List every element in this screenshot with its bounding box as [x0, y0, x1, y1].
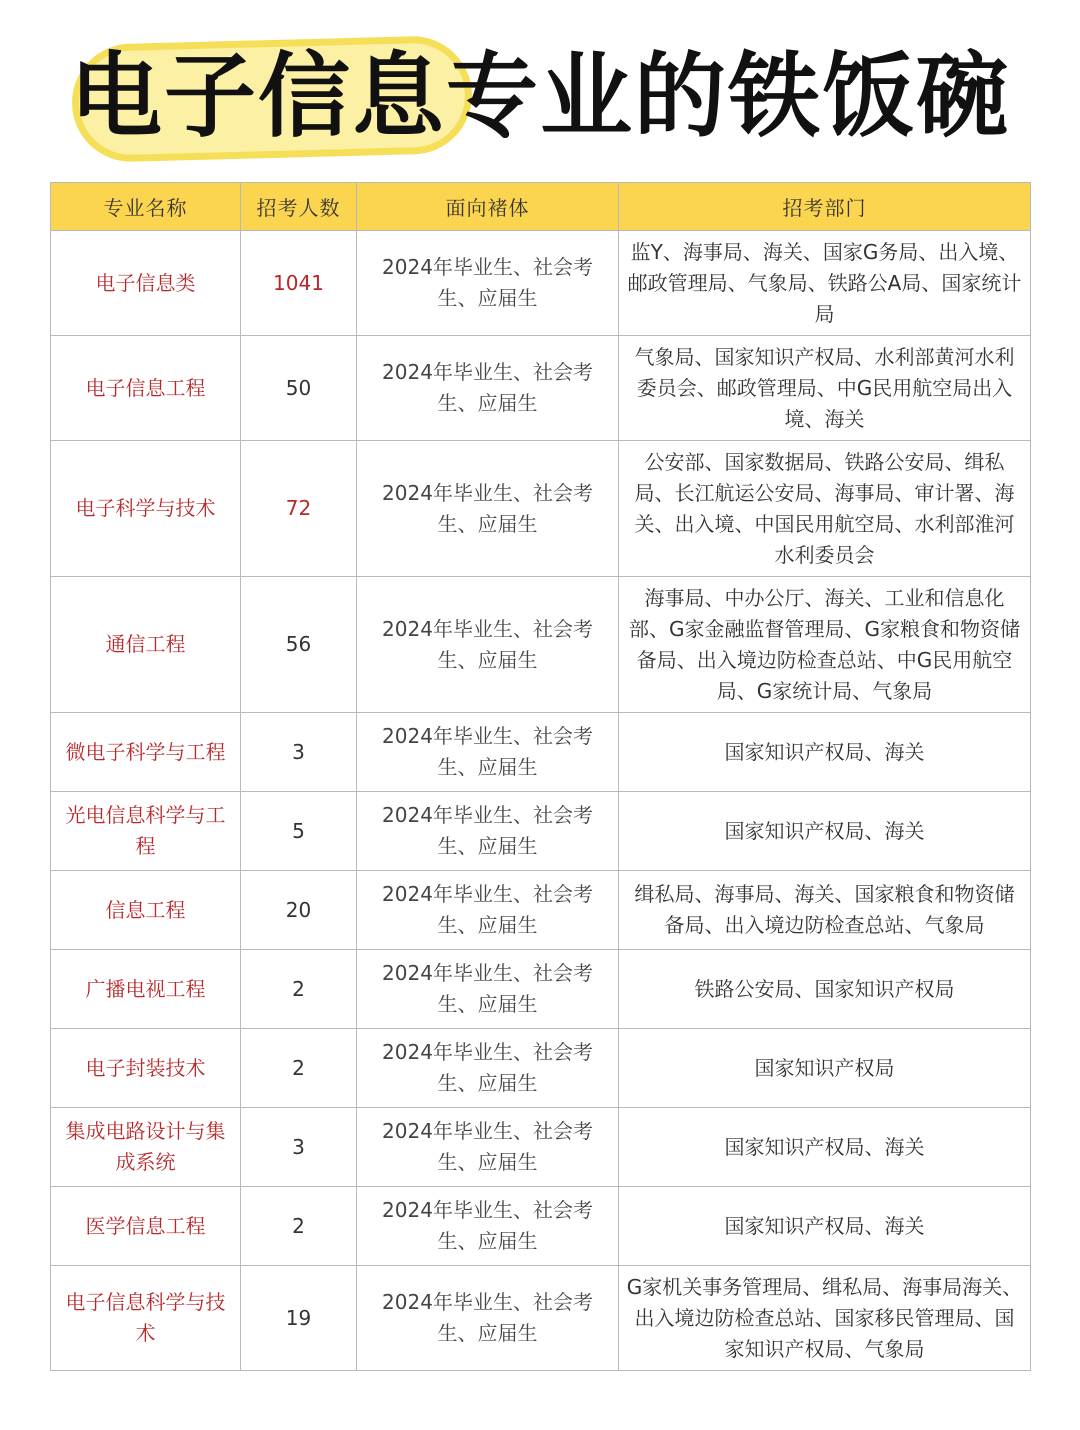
recruit-count: 3: [241, 713, 357, 792]
target-audience: 2024年毕业生、社会考生、应届生: [357, 1029, 619, 1108]
target-audience: 2024年毕业生、社会考生、应届生: [357, 1108, 619, 1187]
target-audience: 2024年毕业生、社会考生、应届生: [357, 1187, 619, 1266]
table-row: [51, 713, 1031, 792]
departments: 公安部、国家数据局、铁路公安局、缉私局、长江航运公安局、海事局、审计署、海关、出入境、中国民用航空局、水利部淮河水利委员会: [619, 441, 1031, 577]
departments: 国家知识产权局、海关: [619, 1108, 1031, 1187]
table-row: [51, 792, 1031, 871]
table-row: [51, 231, 1031, 336]
departments: G家机关事务管理局、缉私局、海事局海关、出入境边防检查总站、国家移民管理局、国家知识产权局、气象局: [619, 1266, 1031, 1371]
departments: 国家知识产权局、海关: [619, 713, 1031, 792]
target-audience: 2024年毕业生、社会考生、应届生: [357, 441, 619, 577]
table-row: [51, 336, 1031, 441]
departments: 国家知识产权局、海关: [619, 792, 1031, 871]
target-audience: 2024年毕业生、社会考生、应届生: [357, 336, 619, 441]
table-row: [51, 1108, 1031, 1187]
departments: 气象局、国家知识产权局、水利部黄河水利委员会、邮政管理局、中G民用航空局出入境、海关: [619, 336, 1031, 441]
recruit-count: 2: [241, 1029, 357, 1108]
target-audience: 2024年毕业生、社会考生、应届生: [357, 950, 619, 1029]
table-row: [51, 950, 1031, 1029]
departments: 国家知识产权局、海关: [619, 1187, 1031, 1266]
departments: 缉私局、海事局、海关、国家粮食和物资储备局、出入境边防检查总站、气象局: [619, 871, 1031, 950]
table-header-row: [51, 183, 1031, 231]
target-audience: 2024年毕业生、社会考生、应届生: [357, 792, 619, 871]
major-name: 广播电视工程: [51, 950, 241, 1029]
table-row: [51, 577, 1031, 713]
departments: 监Y、海事局、海关、国家G务局、出入境、邮政管理局、气象局、铁路公A局、国家统计局: [619, 231, 1031, 336]
major-name: 医学信息工程: [51, 1187, 241, 1266]
target-audience: 2024年毕业生、社会考生、应届生: [357, 1266, 619, 1371]
recruit-count: 5: [241, 792, 357, 871]
header-audience: 面向褚体: [357, 183, 619, 231]
title-block: [0, 30, 1080, 170]
table-row: [51, 441, 1031, 577]
recruit-count: 2: [241, 950, 357, 1029]
recruit-count: 50: [241, 336, 357, 441]
recruit-count: 20: [241, 871, 357, 950]
major-name: 微电子科学与工程: [51, 713, 241, 792]
recruit-count: 19: [241, 1266, 357, 1371]
major-name: 集成电路设计与集成系统: [51, 1108, 241, 1187]
major-name: 电子科学与技术: [51, 441, 241, 577]
target-audience: 2024年毕业生、社会考生、应届生: [357, 713, 619, 792]
table-row: [51, 1029, 1031, 1108]
departments: 铁路公安局、国家知识产权局: [619, 950, 1031, 1029]
header-count: 招考人数: [241, 183, 357, 231]
target-audience: 2024年毕业生、社会考生、应届生: [357, 871, 619, 950]
major-name: 电子信息类: [51, 231, 241, 336]
table-row: [51, 1266, 1031, 1371]
major-name: 电子信息科学与技术: [51, 1266, 241, 1371]
header-major: 专业名称: [51, 183, 241, 231]
major-name: 信息工程: [51, 871, 241, 950]
table-row: [51, 1187, 1031, 1266]
recruit-count: 3: [241, 1108, 357, 1187]
major-name: 光电信息科学与工程: [51, 792, 241, 871]
major-name: 电子封装技术: [51, 1029, 241, 1108]
departments: 国家知识产权局: [619, 1029, 1031, 1108]
recruit-count: 2: [241, 1187, 357, 1266]
jobs-table: [50, 182, 1031, 1371]
recruit-count: 56: [241, 577, 357, 713]
target-audience: 2024年毕业生、社会考生、应届生: [357, 577, 619, 713]
recruit-count: 72: [241, 441, 357, 577]
page-title: 电子信息专业的铁饭碗: [69, 43, 1010, 150]
header-departments: 招考部门: [619, 183, 1031, 231]
major-name: 电子信息工程: [51, 336, 241, 441]
recruit-count: 1041: [241, 231, 357, 336]
table-row: [51, 871, 1031, 950]
departments: 海事局、中办公厅、海关、工业和信息化部、G家金融监督管理局、G家粮食和物资储备局、出入境边防检查总站、中G民用航空局、G家统计局、气象局: [619, 577, 1031, 713]
major-name: 通信工程: [51, 577, 241, 713]
target-audience: 2024年毕业生、社会考生、应届生: [357, 231, 619, 336]
